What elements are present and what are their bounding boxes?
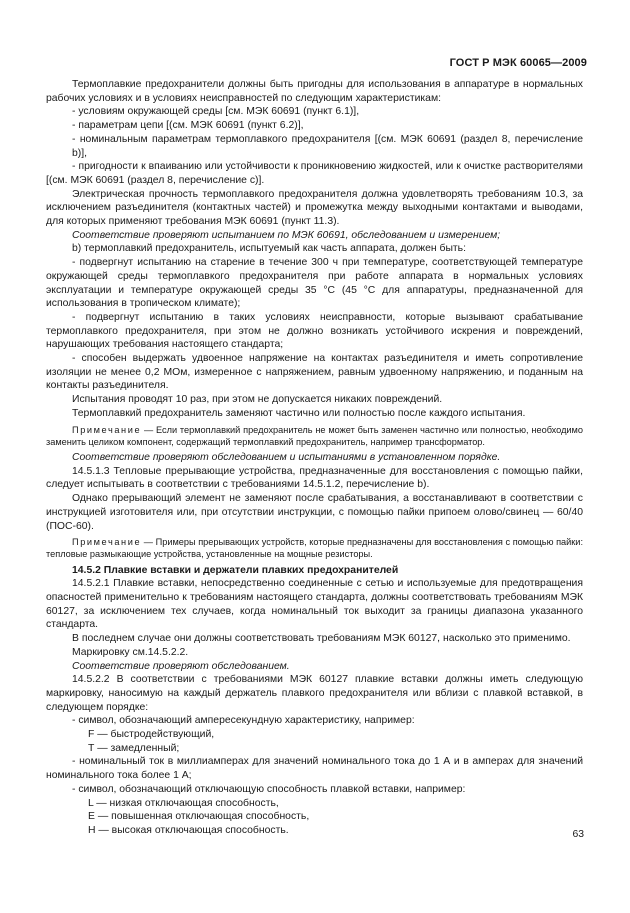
note-text: — Если термоплавкий предохранитель не может быть заменен частично или полностью, необходимо заменить целиком компонент, содержащий термоплавкий предохранитель, например трансформатор. (46, 424, 583, 447)
list-item: - пригодности к впаиванию или устойчивости к проникновению жидкостей, или к очистке растворителями [(см. МЭК 60691 (раздел 8, перечисление с)]. (46, 161, 583, 186)
list-item: Н — высокая отключающая способность. (88, 824, 289, 836)
note-label: Примечание (72, 424, 142, 435)
list-item: - способен выдержать удвоенное напряжение на контактах разъединителя и иметь сопротивление изоляции не менее 0,2 МОм, измеренное с напряжением, равным удвоенному напряжению, и поданным на контакты разъединителя. (46, 353, 583, 392)
list-item: Е — повышенная отключающая способность, (88, 811, 310, 823)
paragraph: В последнем случае они должны соответствовать требованиям МЭК 60127, насколько это применимо. (72, 633, 571, 645)
list-item: - условиям окружающей среды [см. МЭК 60691 (пункт 6.1)], (72, 106, 360, 118)
paragraph: 14.5.1.3 Тепловые прерывающие устройства, предназначенные для восстановления с помощью пайки, следует испытывать в соответствии с требованиями 14.5.1.2, перечисление b). (46, 465, 583, 491)
note-text: — Примеры прерывающих устройств, которые предназначены для восстановления с помощью пайки: тепловые размыкающие устройства, установленные на мощные резисторы. (46, 537, 583, 560)
compliance-text: Соответствие проверяют испытанием по МЭК 60691, обследованием и измерением; (72, 229, 501, 241)
list-item: - номинальным параметрам термоплавкого предохранителя [(см. МЭК 60691 (раздел 8, перечисление b)], (72, 133, 583, 159)
list-item: - подвергнут испытанию на старение в течение 300 ч при температуре, соответствующей температуре окружающей среды термоплавкого предохранителя при работе аппарата в нормальных условиях эксплуатации и температуре окружающей среды 35 °С (45 °С для аппаратуры, предназначенной для использования в тропическом климате); (46, 257, 583, 310)
compliance-text: Соответствие проверяют обследованием. (72, 660, 290, 672)
compliance-text: Соответствие проверяют обследованием и испытаниями в установленном порядке. (72, 451, 501, 463)
list-item: F — быстродействующий, (88, 729, 215, 741)
section-title: 14.5.2 Плавкие вставки и держатели плавких предохранителей (72, 564, 399, 576)
paragraph: b) термоплавкий предохранитель, испытуемый как часть аппарата, должен быть: (72, 243, 466, 255)
list-item: - символ, обозначающий ампересекундную характеристику, например: (72, 715, 415, 727)
paragraph: Маркировку см.14.5.2.2. (72, 646, 189, 658)
paragraph: Термоплавкие предохранители должны быть пригодны для использования в аппаратуре в нормальных рабочих условиях и в условиях неисправностей по следующим характеристикам: (46, 79, 583, 104)
note (46, 424, 583, 448)
page-content (46, 78, 583, 838)
paragraph: 14.5.2.1 Плавкие вставки, непосредственно соединенные с сетью и используемые для предотвращения опасностей применительно к требованиям настоящего стандарта, должны соответствовать требованиям МЭК 60127, за исключением тех случаев, когда номинальный ток выходит за границы диапазона указанного стандарта. (46, 578, 583, 631)
page-number: 63 (572, 829, 584, 840)
list-item: L — низкая отключающая способность, (88, 797, 279, 809)
list-item: - подвергнут испытанию в таких условиях неисправности, которые вызывают срабатывание термоплавкого предохранителя, при этом не должно возникать устойчивого искрения и повреждений, нарушающих требования настоящего стандарта; (46, 311, 583, 351)
list-item: - номинальный ток в миллиамперах для значений номинального тока до 1 А и в амперах для значений номинального тока более 1 А; (46, 756, 583, 782)
paragraph: Испытания проводят 10 раз, при этом не допускается никаких повреждений. (72, 394, 443, 406)
list-item: - символ, обозначающий отключающую способность плавкой вставки, например: (72, 783, 466, 795)
note-label: Примечание (72, 537, 142, 548)
note (46, 536, 583, 560)
document-header: ГОСТ Р МЭК 60065—2009 (449, 57, 587, 69)
list-item: - параметрам цепи [(см. МЭК 60691 (пункт 6.2)], (72, 120, 304, 132)
paragraph: 14.5.2.2 В соответствии с требованиями МЭК 60127 плавкие вставки должны иметь следующую маркировку, наносимую на каждый держатель плавкого предохранителя или вблизи с плавкой вставкой, в следующем порядке: (46, 674, 583, 713)
list-item: Т — замедленный; (88, 742, 180, 754)
paragraph: Термоплавкий предохранитель заменяют частично или полностью после каждого испытания. (72, 407, 526, 419)
paragraph: Однако прерывающий элемент не заменяют после срабатывания, а восстанавливают в соответствии с инструкцией изготовителя или, при отсутствии инструкции, с помощью пайки припоем олово/свинец — 60/40 (ПОС-60). (46, 493, 583, 532)
paragraph: Электрическая прочность термоплавкого предохранителя должна удовлетворять требованиям 10.3, за исключением разъединителя (контактных частей) и промежутка между выходными контактами и выводами, для которых применяют требования МЭК 60691 (пункт 11.3). (46, 188, 583, 228)
